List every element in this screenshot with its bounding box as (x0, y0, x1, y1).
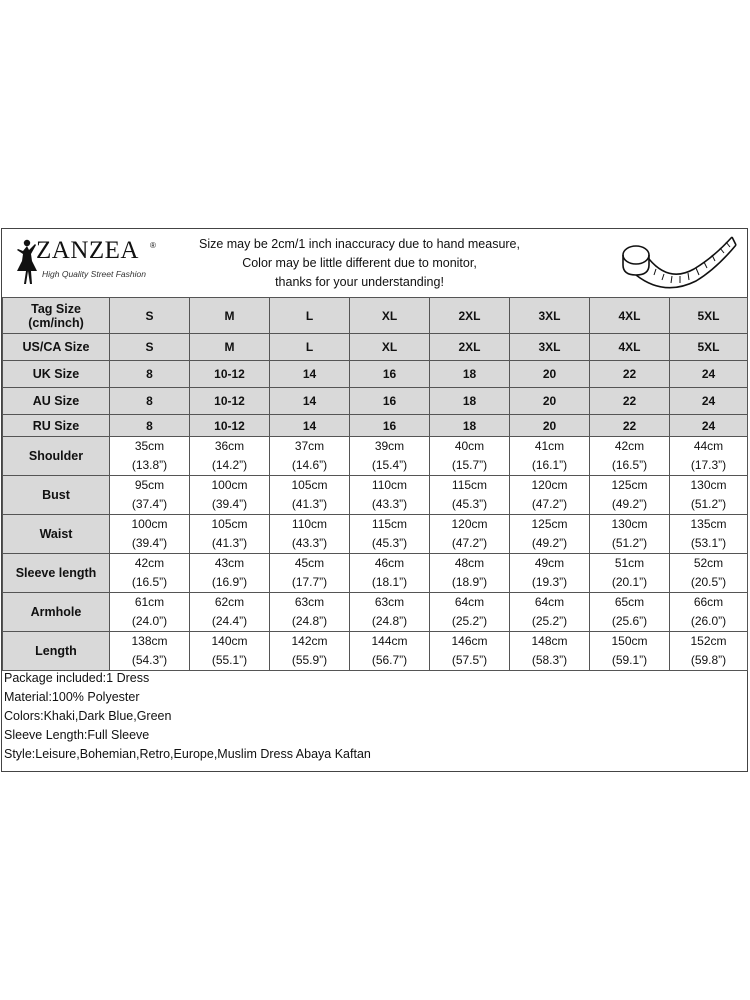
measurement-inch: (49.2”) (531, 536, 568, 550)
size-cell: 3XL (510, 334, 590, 361)
measurement-cell (350, 554, 430, 593)
measurement-cm: 120cm (531, 478, 568, 492)
measurement-cm: 150cm (611, 634, 648, 648)
measurement-cm: 148cm (531, 634, 568, 648)
measurement-label: Shoulder (3, 437, 110, 476)
measurement-inch: (39.4”) (211, 497, 248, 511)
row-label-subtext: (cm/inch) (28, 315, 84, 330)
registered-mark: ® (150, 241, 156, 250)
row-label (3, 334, 110, 361)
info-line: Package included:1 Dress (4, 671, 150, 685)
measurement-inch: (58.3”) (531, 653, 568, 667)
measurement-inch: (41.3”) (291, 497, 328, 511)
measurement-cell (350, 593, 430, 632)
brand-tagline: High Quality Street Fashion (42, 269, 146, 279)
size-cell: 5XL (670, 298, 748, 334)
measurement-cm: 125cm (611, 478, 648, 492)
notice-line: Color may be little different due to monitor, (242, 256, 477, 270)
measurement-inch: (14.6”) (291, 458, 328, 472)
measurement-cell (350, 632, 430, 671)
measurement-cm: 45cm (294, 556, 325, 570)
measurement-cell (430, 515, 510, 554)
measurement-cm: 100cm (131, 517, 168, 531)
measurement-cell (190, 515, 270, 554)
measurement-cell (590, 593, 670, 632)
measurement-inch: (54.3”) (131, 653, 168, 667)
measurement-cell (190, 437, 270, 476)
measurement-inch: (53.1”) (690, 536, 727, 550)
measurement-row (3, 554, 748, 593)
measurement-cell (670, 632, 748, 671)
measurement-cell (110, 515, 190, 554)
measurement-cell (190, 476, 270, 515)
measurement-cm: 46cm (374, 556, 405, 570)
measurement-cm: 49cm (534, 556, 565, 570)
measurement-inch: (37.4”) (131, 497, 168, 511)
measurement-inch: (49.2”) (611, 497, 648, 511)
measurement-inch: (43.3”) (291, 536, 328, 550)
measurement-cm: 138cm (131, 634, 168, 648)
size-cell: M (190, 334, 270, 361)
measurement-cell (590, 632, 670, 671)
measurement-cell (590, 515, 670, 554)
info-line: Colors:Khaki,Dark Blue,Green (4, 709, 172, 723)
measurement-inch: (47.2”) (531, 497, 568, 511)
measurement-cell (670, 515, 748, 554)
measurement-cell (110, 632, 190, 671)
product-info (4, 669, 371, 764)
measurement-inch: (26.0”) (690, 614, 727, 628)
measurement-notice (187, 235, 532, 292)
row-label-text: AU Size (32, 394, 80, 408)
measurement-cm: 125cm (531, 517, 568, 531)
size-cell: 16 (350, 388, 430, 415)
measurement-cell (350, 437, 430, 476)
measurement-cell (670, 554, 748, 593)
measurement-cell (510, 554, 590, 593)
brand-name: ZANZEA (36, 237, 139, 264)
measurement-cm: 144cm (371, 634, 408, 648)
measurement-cell (670, 593, 748, 632)
measurement-cell (590, 437, 670, 476)
measurement-inch: (16.9”) (211, 575, 248, 589)
measurement-label: Sleeve length (3, 554, 110, 593)
size-cell: 14 (270, 361, 350, 388)
measurement-cell (350, 515, 430, 554)
measurement-cell (670, 476, 748, 515)
size-cell: 24 (670, 361, 748, 388)
measurement-cm: 120cm (451, 517, 488, 531)
measurement-cell (270, 632, 350, 671)
row-label (3, 298, 110, 334)
measurement-inch: (13.8”) (131, 458, 168, 472)
info-line: Material:100% Polyester (4, 690, 140, 704)
measurement-inch: (25.2”) (531, 614, 568, 628)
info-line: Sleeve Length:Full Sleeve (4, 728, 150, 742)
measurement-inch: (25.2”) (451, 614, 488, 628)
measurement-cm: 39cm (374, 439, 405, 453)
measuring-tape-icon (614, 231, 739, 293)
size-cell: S (110, 334, 190, 361)
size-cell: 20 (510, 415, 590, 437)
measurement-inch: (45.3”) (371, 536, 408, 550)
measurement-cell (270, 476, 350, 515)
measurement-cell (110, 554, 190, 593)
measurement-cell (510, 437, 590, 476)
size-cell: 4XL (590, 334, 670, 361)
size-cell: XL (350, 334, 430, 361)
measurement-inch: (24.0”) (131, 614, 168, 628)
measurement-cell (510, 593, 590, 632)
size-cell: M (190, 298, 270, 334)
measurement-cm: 100cm (211, 478, 248, 492)
row-label (3, 415, 110, 437)
size-cell: S (110, 298, 190, 334)
measurement-inch: (25.6”) (611, 614, 648, 628)
size-cell: 22 (590, 388, 670, 415)
row-label (3, 388, 110, 415)
size-cell: 3XL (510, 298, 590, 334)
measurement-cm: 36cm (214, 439, 245, 453)
size-cell: 4XL (590, 298, 670, 334)
measurement-cm: 43cm (214, 556, 245, 570)
measurement-cm: 130cm (690, 478, 727, 492)
measurement-cm: 62cm (214, 595, 245, 609)
measurement-cm: 105cm (211, 517, 248, 531)
measurement-inch: (57.5”) (451, 653, 488, 667)
measurement-cell (430, 554, 510, 593)
measurement-cm: 48cm (454, 556, 485, 570)
row-label-text: Tag Size (31, 301, 81, 316)
measurement-inch: (24.8”) (291, 614, 328, 628)
measurement-label: Length (3, 632, 110, 671)
measurement-cell (430, 632, 510, 671)
row-label-text: US/CA Size (22, 340, 90, 354)
size-cell: 10-12 (190, 415, 270, 437)
size-chart (1, 228, 748, 772)
size-cell: 16 (350, 415, 430, 437)
measurement-inch: (17.7”) (291, 575, 328, 589)
measurement-cell (430, 437, 510, 476)
row-label-text: UK Size (32, 367, 80, 381)
size-cell: 8 (110, 415, 190, 437)
measurement-cm: 64cm (454, 595, 485, 609)
measurement-inch: (24.8”) (371, 614, 408, 628)
measurement-cm: 95cm (134, 478, 165, 492)
measurement-inch: (55.1”) (211, 653, 248, 667)
measurement-cm: 110cm (371, 478, 408, 492)
measurement-inch: (47.2”) (451, 536, 488, 550)
measurement-cm: 41cm (534, 439, 565, 453)
size-cell: 8 (110, 361, 190, 388)
measurement-inch: (16.5”) (131, 575, 168, 589)
measurement-cm: 115cm (371, 517, 408, 531)
chart-header (2, 229, 747, 297)
measurement-cell (270, 437, 350, 476)
size-cell: 24 (670, 415, 748, 437)
measurement-cm: 105cm (291, 478, 328, 492)
measurement-cell (510, 632, 590, 671)
measurement-cm: 66cm (693, 595, 724, 609)
measurement-cm: 142cm (291, 634, 328, 648)
measurement-cell (270, 593, 350, 632)
measurement-inch: (59.1”) (611, 653, 648, 667)
measurement-inch: (39.4”) (131, 536, 168, 550)
measurement-inch: (18.9”) (451, 575, 488, 589)
measurement-cm: 115cm (451, 478, 488, 492)
measurement-inch: (20.5”) (690, 575, 727, 589)
size-row (3, 361, 748, 388)
measurement-cell (430, 476, 510, 515)
size-cell: 14 (270, 388, 350, 415)
size-row (3, 334, 748, 361)
measurement-cm: 64cm (534, 595, 565, 609)
measurement-inch: (16.1”) (531, 458, 568, 472)
measurement-cm: 152cm (690, 634, 727, 648)
measurement-inch: (59.8”) (690, 653, 727, 667)
brand-logo (12, 235, 172, 291)
size-cell: 22 (590, 361, 670, 388)
size-cell: L (270, 298, 350, 334)
measurement-row (3, 593, 748, 632)
measurement-cell (590, 476, 670, 515)
row-label-text: RU Size (32, 418, 80, 433)
measurement-inch: (51.2”) (611, 536, 648, 550)
measurement-cell (110, 593, 190, 632)
measurement-inch: (41.3”) (211, 536, 248, 550)
measurement-inch: (15.4”) (371, 458, 408, 472)
size-cell: 24 (670, 388, 748, 415)
measurement-inch: (19.3”) (531, 575, 568, 589)
size-cell: 2XL (430, 334, 510, 361)
info-line: Style:Leisure,Bohemian,Retro,Europe,Muslim Dress Abaya Kaftan (4, 747, 371, 761)
size-cell: 10-12 (190, 388, 270, 415)
size-cell: 20 (510, 388, 590, 415)
measurement-row (3, 437, 748, 476)
measurement-cell (510, 515, 590, 554)
measurement-cell (110, 476, 190, 515)
measurement-label: Armhole (3, 593, 110, 632)
size-row (3, 415, 748, 437)
size-cell: XL (350, 298, 430, 334)
notice-line: Size may be 2cm/1 inch inaccuracy due to hand measure, (198, 237, 520, 251)
measurement-inch: (14.2”) (211, 458, 248, 472)
measurement-row (3, 632, 748, 671)
measurement-cm: 65cm (614, 595, 645, 609)
measurement-cell (590, 554, 670, 593)
size-cell: L (270, 334, 350, 361)
measurement-label: Bust (3, 476, 110, 515)
measurement-inch: (20.1”) (611, 575, 648, 589)
measurement-cell (190, 593, 270, 632)
measurement-cell (510, 476, 590, 515)
measurement-cm: 40cm (454, 439, 485, 453)
size-cell: 2XL (430, 298, 510, 334)
measurement-inch: (24.4”) (211, 614, 248, 628)
measurement-cm: 63cm (374, 595, 405, 609)
size-cell: 20 (510, 361, 590, 388)
measurement-inch: (43.3”) (371, 497, 408, 511)
measurement-inch: (17.3”) (690, 458, 727, 472)
measurement-cm: 135cm (690, 517, 727, 531)
measurement-inch: (55.9”) (291, 653, 328, 667)
measurement-inch: (56.7”) (371, 653, 408, 667)
measurement-cm: 51cm (614, 556, 645, 570)
size-cell: 18 (430, 415, 510, 437)
measurement-cm: 42cm (614, 439, 645, 453)
measurement-cm: 61cm (134, 595, 165, 609)
measurement-inch: (45.3”) (451, 497, 488, 511)
measurement-cm: 52cm (693, 556, 724, 570)
measurement-cell (190, 554, 270, 593)
measurement-cell (430, 593, 510, 632)
measurement-cm: 35cm (134, 439, 165, 453)
measurement-cm: 140cm (211, 634, 248, 648)
measurement-cell (270, 554, 350, 593)
size-cell: 8 (110, 388, 190, 415)
measurement-cell (190, 632, 270, 671)
notice-line: thanks for your understanding! (275, 275, 444, 289)
measurement-cm: 146cm (451, 634, 488, 648)
size-cell: 14 (270, 415, 350, 437)
size-cell: 22 (590, 415, 670, 437)
size-cell: 16 (350, 361, 430, 388)
measurement-inch: (16.5”) (611, 458, 648, 472)
size-cell: 18 (430, 388, 510, 415)
measurement-label: Waist (3, 515, 110, 554)
size-row (3, 388, 748, 415)
size-table (2, 297, 748, 671)
measurement-cm: 44cm (693, 439, 724, 453)
measurement-cm: 110cm (291, 517, 328, 531)
size-cell: 5XL (670, 334, 748, 361)
row-label (3, 361, 110, 388)
measurement-inch: (15.7”) (451, 458, 488, 472)
measurement-cell (350, 476, 430, 515)
measurement-row (3, 476, 748, 515)
measurement-cm: 130cm (611, 517, 648, 531)
measurement-cell (270, 515, 350, 554)
measurement-row (3, 515, 748, 554)
size-cell: 10-12 (190, 361, 270, 388)
measurement-cm: 63cm (294, 595, 325, 609)
measurement-cell (670, 437, 748, 476)
measurement-inch: (18.1”) (371, 575, 408, 589)
measurement-cell (110, 437, 190, 476)
size-cell: 18 (430, 361, 510, 388)
measurement-cm: 37cm (294, 439, 325, 453)
measurement-cm: 42cm (134, 556, 165, 570)
measurement-inch: (51.2”) (690, 497, 727, 511)
size-row (3, 298, 748, 334)
